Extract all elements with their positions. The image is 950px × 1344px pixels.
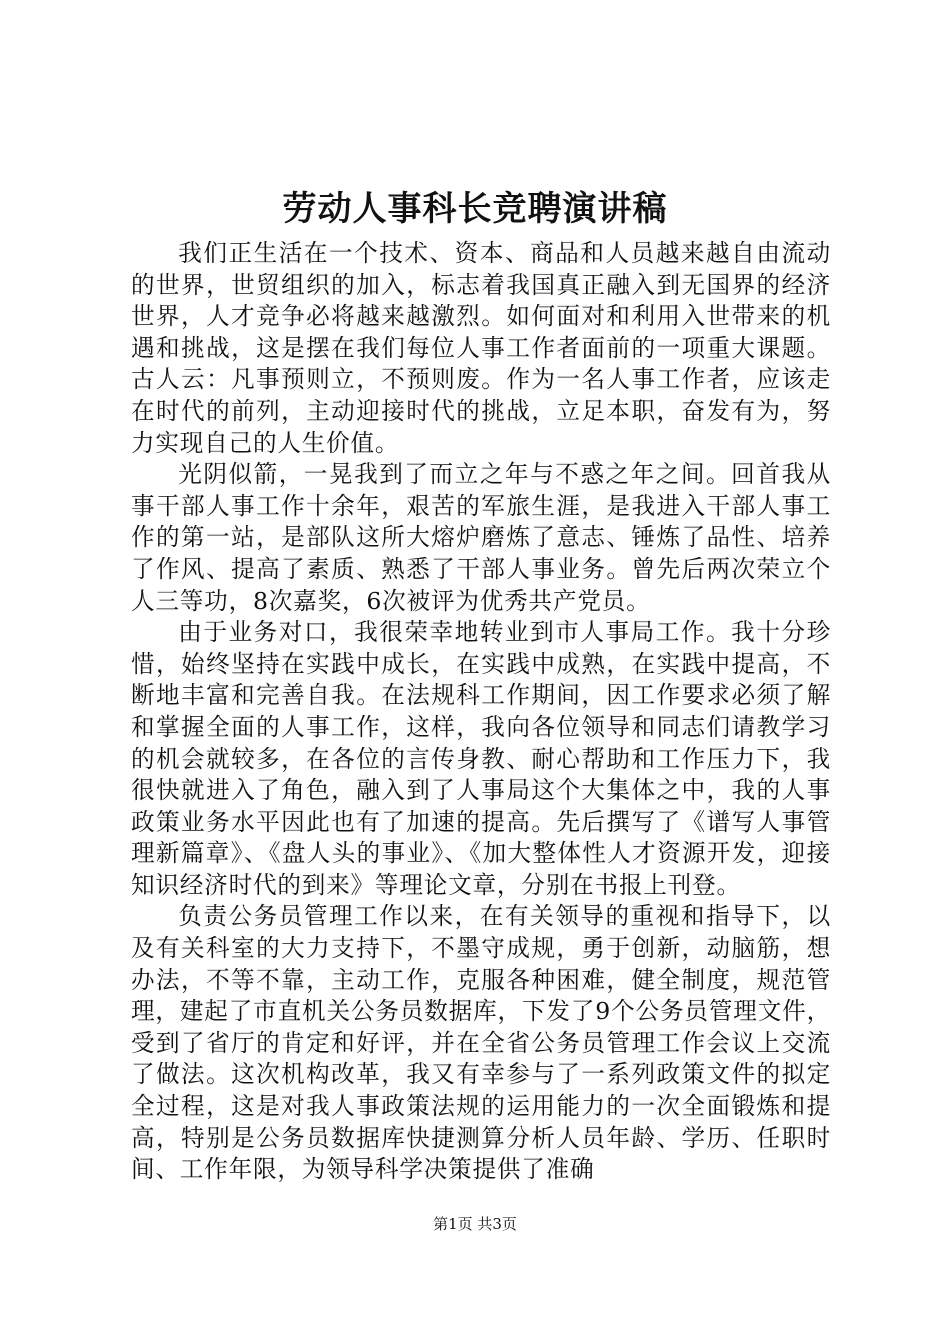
page-number-footer: 第1页 共3页 [433, 1215, 517, 1233]
document-body [131, 238, 831, 1186]
paragraph-2: 光阴似箭，一晃我到了而立之年与不惑之年之间。回首我从事干部人事工作十余年，艰苦的军旅生涯，是我进入干部人事工作的第一站，是部队这所大熔炉磨炼了意志、锤炼了品性、培养了作风、提高了素质、熟悉了干部人事业务。曾先后两次荣立个人三等功，8次嘉奖，6次被评为优秀共产党员。 [131, 460, 831, 615]
paragraph-1: 我们正生活在一个技术、资本、商品和人员越来越自由流动的世界，世贸组织的加入，标志着我国真正融入到无国界的经济世界，人才竞争必将越来越激烈。如何面对和利用入世带来的机遇和挑战，这是摆在我们每位人事工作者面前的一项重大课题。古人云：凡事预则立，不预则废。作为一名人事工作者，应该走在时代的前列，主动迎接时代的挑战，立足本职，奋发有为，努力实现自己的人生价值。 [131, 239, 831, 457]
paragraph-4: 负责公务员管理工作以来，在有关领导的重视和指导下，以及有关科室的大力支持下，不墨守成规，勇于创新，动脑筋，想办法，不等不靠，主动工作，克服各种困难，健全制度，规范管理，建起了市直机关公务员数据库，下发了9个公务员管理文件，受到了省厅的肯定和好评，并在全省公务员管理工作会议上交流了做法。这次机构改革，我又有幸参与了一系列政策文件的拟定全过程，这是对我人事政策法规的运用能力的一次全面锻炼和提高，特别是公务员数据库快捷测算分析人员年龄、学历、任职时间、工作年限，为领导科学决策提供了准确 [131, 902, 831, 1184]
document-title: 劳动人事科长竞聘演讲稿 [282, 189, 668, 229]
paragraph-3: 由于业务对口，我很荣幸地转业到市人事局工作。我十分珍惜，始终坚持在实践中成长，在实践中成熟，在实践中提高，不断地丰富和完善自我。在法规科工作期间，因工作要求必须了解和掌握全面的人事工作，这样，我向各位领导和同志们请教学习的机会就较多，在各位的言传身教、耐心帮助和工作压力下，我很快就进入了角色，融入到了人事局这个大集体之中，我的人事政策业务水平因此也有了加速的提高。先后撰写了《谱写人事管理新篇章》、《盘人头的事业》、《加大整体性人才资源开发，迎接知识经济时代的到来》等理论文章，分别在书报上刊登。 [131, 618, 831, 899]
